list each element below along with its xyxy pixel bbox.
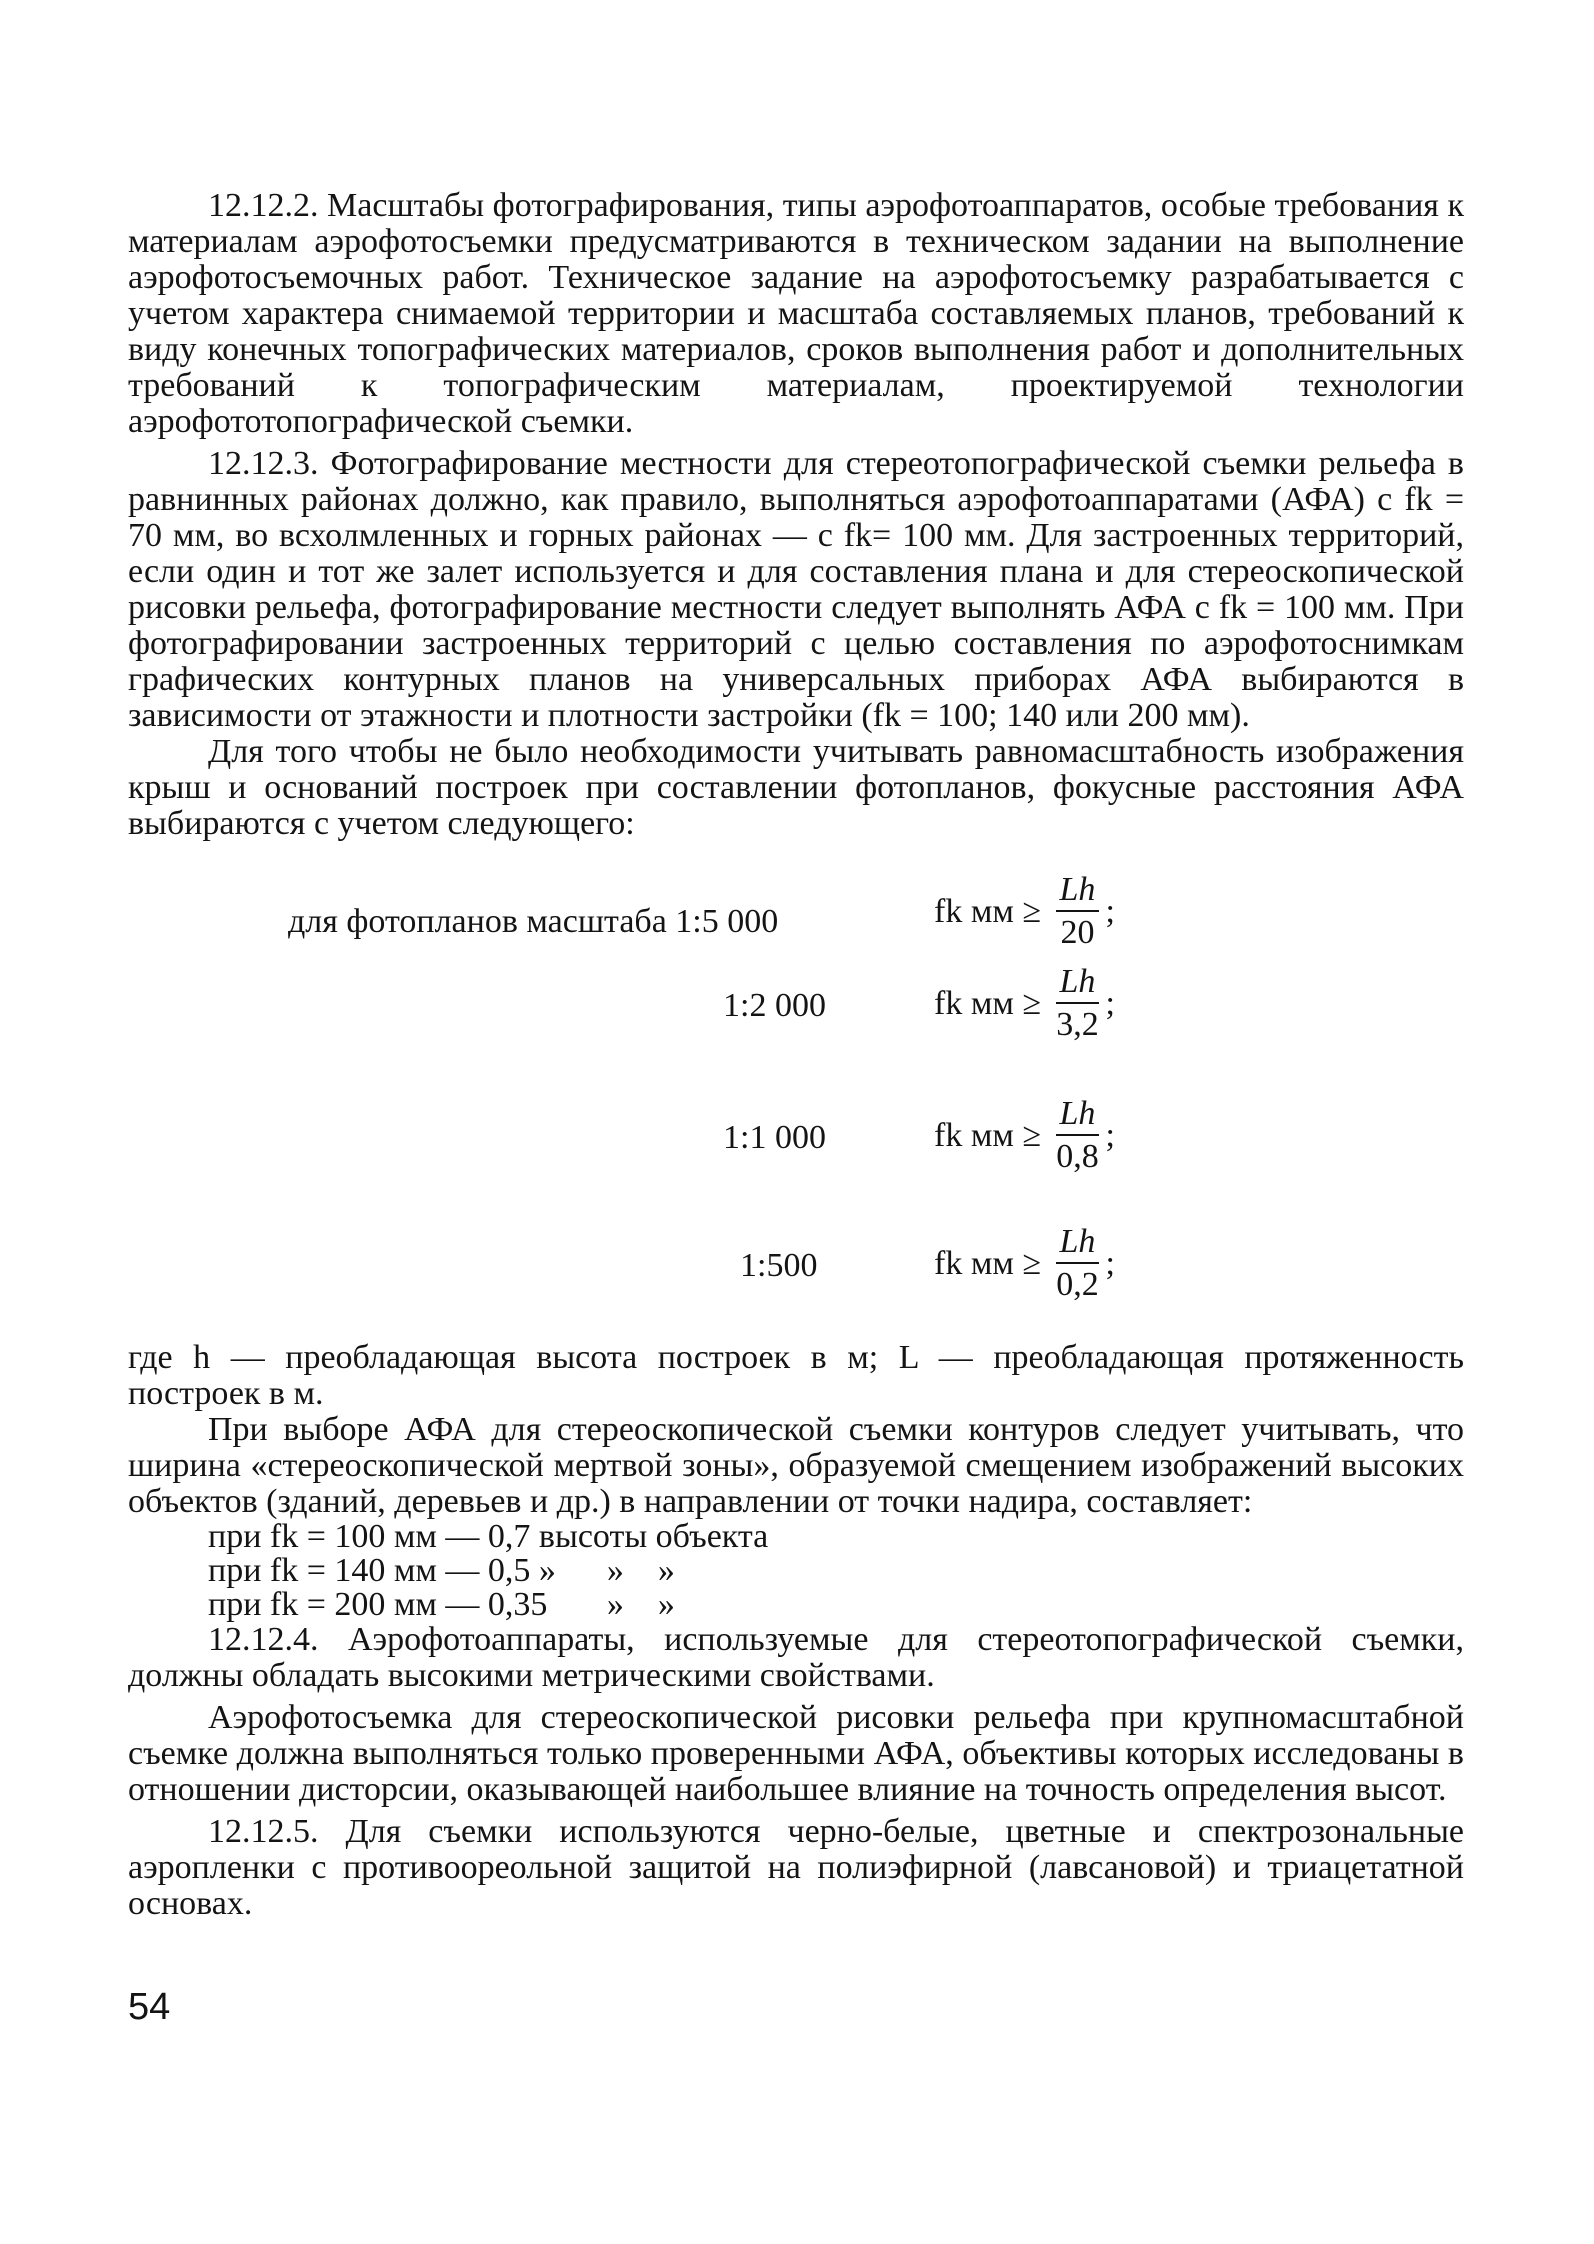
- paragraph-12-12-4: 12.12.4. Аэрофотоаппараты, используемые для стереотопографической съемки, должны обладать высокими метрическими свойствами.: [128, 1621, 1464, 1694]
- fraction: [1056, 870, 1100, 954]
- fraction-denominator: 3,2: [1056, 1006, 1099, 1043]
- formula-tail: ;: [1105, 985, 1115, 1022]
- formula: [934, 962, 1115, 1046]
- formula-tail: ;: [1105, 1245, 1115, 1282]
- paragraph-12-12-5: 12.12.5. Для съемки используются черно-белые, цветные и спектрозональные аэропленки с противоореольной защитой на полиэфирной (лавсановой) и триацетатной основах.: [128, 1813, 1464, 1922]
- formula-block: [128, 870, 1464, 1340]
- paragraph-12-12-3: 12.12.3. Фотографирование местности для стереотопографической съемки рельефа в равнинных районах должно, как правило, выполняться аэрофотоаппаратами (АФА) с fk = 70 мм, во всхолмленных и горных районах — с fk= 100 мм. Для застроенных территорий, если один и тот же залет используется и для составления плана и для стереоскопической рисовки рельефа, фотографирование местности следует выполнять АФА с fk = 100 мм. При фотографировании застроенных территорий с целью составления по аэрофотоснимкам графических контурных планов на универсальных приборах АФА выбираются в зависимости от этажности и плотности застройки (fk = 100; 140 или 200 мм).: [128, 445, 1464, 734]
- fraction-numerator: Lh: [1056, 870, 1100, 912]
- paragraph-where: где h — преобладающая высота построек в м; L — преобладающая протяженность построек в м.: [128, 1339, 1464, 1412]
- formula-label: 1:500: [740, 1247, 818, 1284]
- fraction: [1056, 962, 1100, 1046]
- paragraph-aerial-survey: Аэрофотосъемка для стереоскопической рисовки рельефа при крупномасштабной съемке должна выполняться только проверенными АФА, объективы которых исследованы в отношении дисторсии, оказывающей наибольшее влияние на точность определения высот.: [128, 1699, 1464, 1808]
- formula-lhs: fk мм ≥: [934, 1117, 1042, 1154]
- paragraph-focal-intro: Для того чтобы не было необходимости учитывать равномасштабность изображения крыш и оснований построек при составлении фотопланов, фокусные расстояния АФА выбираются с учетом следующего:: [128, 733, 1464, 842]
- list-item: при fk = 140 мм — 0,5 » » »: [208, 1552, 675, 1589]
- list-item: при fk = 200 мм — 0,35 » »: [208, 1586, 675, 1623]
- dead-zone-list: [128, 1520, 1464, 1622]
- formula-label: 1:1 000: [723, 1119, 826, 1156]
- fraction-numerator: Lh: [1056, 1094, 1100, 1136]
- paragraph-dead-zone: При выборе АФА для стереоскопической съемки контуров следует учитывать, что ширина «стереоскопической мертвой зоны», образуемой смещением изображений высоких объектов (зданий, деревьев и др.) в направлении от точки надира, составляет:: [128, 1411, 1464, 1520]
- page-body: [128, 188, 1464, 1922]
- formula: [934, 1094, 1115, 1178]
- formula-label: 1:2 000: [723, 987, 826, 1024]
- fraction-denominator: 0,8: [1056, 1138, 1099, 1175]
- formula-tail: ;: [1105, 1117, 1115, 1154]
- formula-lhs: fk мм ≥: [934, 1245, 1042, 1282]
- paragraph-12-12-2: 12.12.2. Масштабы фотографирования, типы аэрофотоаппаратов, особые требования к материалам аэрофотосъемки предусматриваются в техническом задании на выполнение аэрофотосъемочных работ. Техническое задание на аэрофотосъемку разрабатывается с учетом характера снимаемой территории и масштаба составляемых планов, требований к виду конечных топографических материалов, сроков выполнения работ и дополнительных требований к топографическим материалам, проектируемой технологии аэрофототопографической съемки.: [128, 187, 1464, 440]
- fraction: [1056, 1222, 1100, 1306]
- formula-label: для фотопланов масштаба 1:5 000: [288, 903, 779, 940]
- list-item: при fk = 100 мм — 0,7 высоты объекта: [208, 1518, 769, 1555]
- formula: [934, 870, 1115, 954]
- fraction-numerator: Lh: [1056, 962, 1100, 1004]
- fraction-numerator: Lh: [1056, 1222, 1100, 1264]
- formula-tail: ;: [1105, 893, 1115, 930]
- page-number: 54: [128, 1986, 171, 2028]
- fraction-denominator: 20: [1060, 914, 1095, 951]
- formula: [934, 1222, 1115, 1306]
- fraction: [1056, 1094, 1100, 1178]
- formula-lhs: fk мм ≥: [934, 893, 1042, 930]
- formula-lhs: fk мм ≥: [934, 985, 1042, 1022]
- fraction-denominator: 0,2: [1056, 1266, 1099, 1303]
